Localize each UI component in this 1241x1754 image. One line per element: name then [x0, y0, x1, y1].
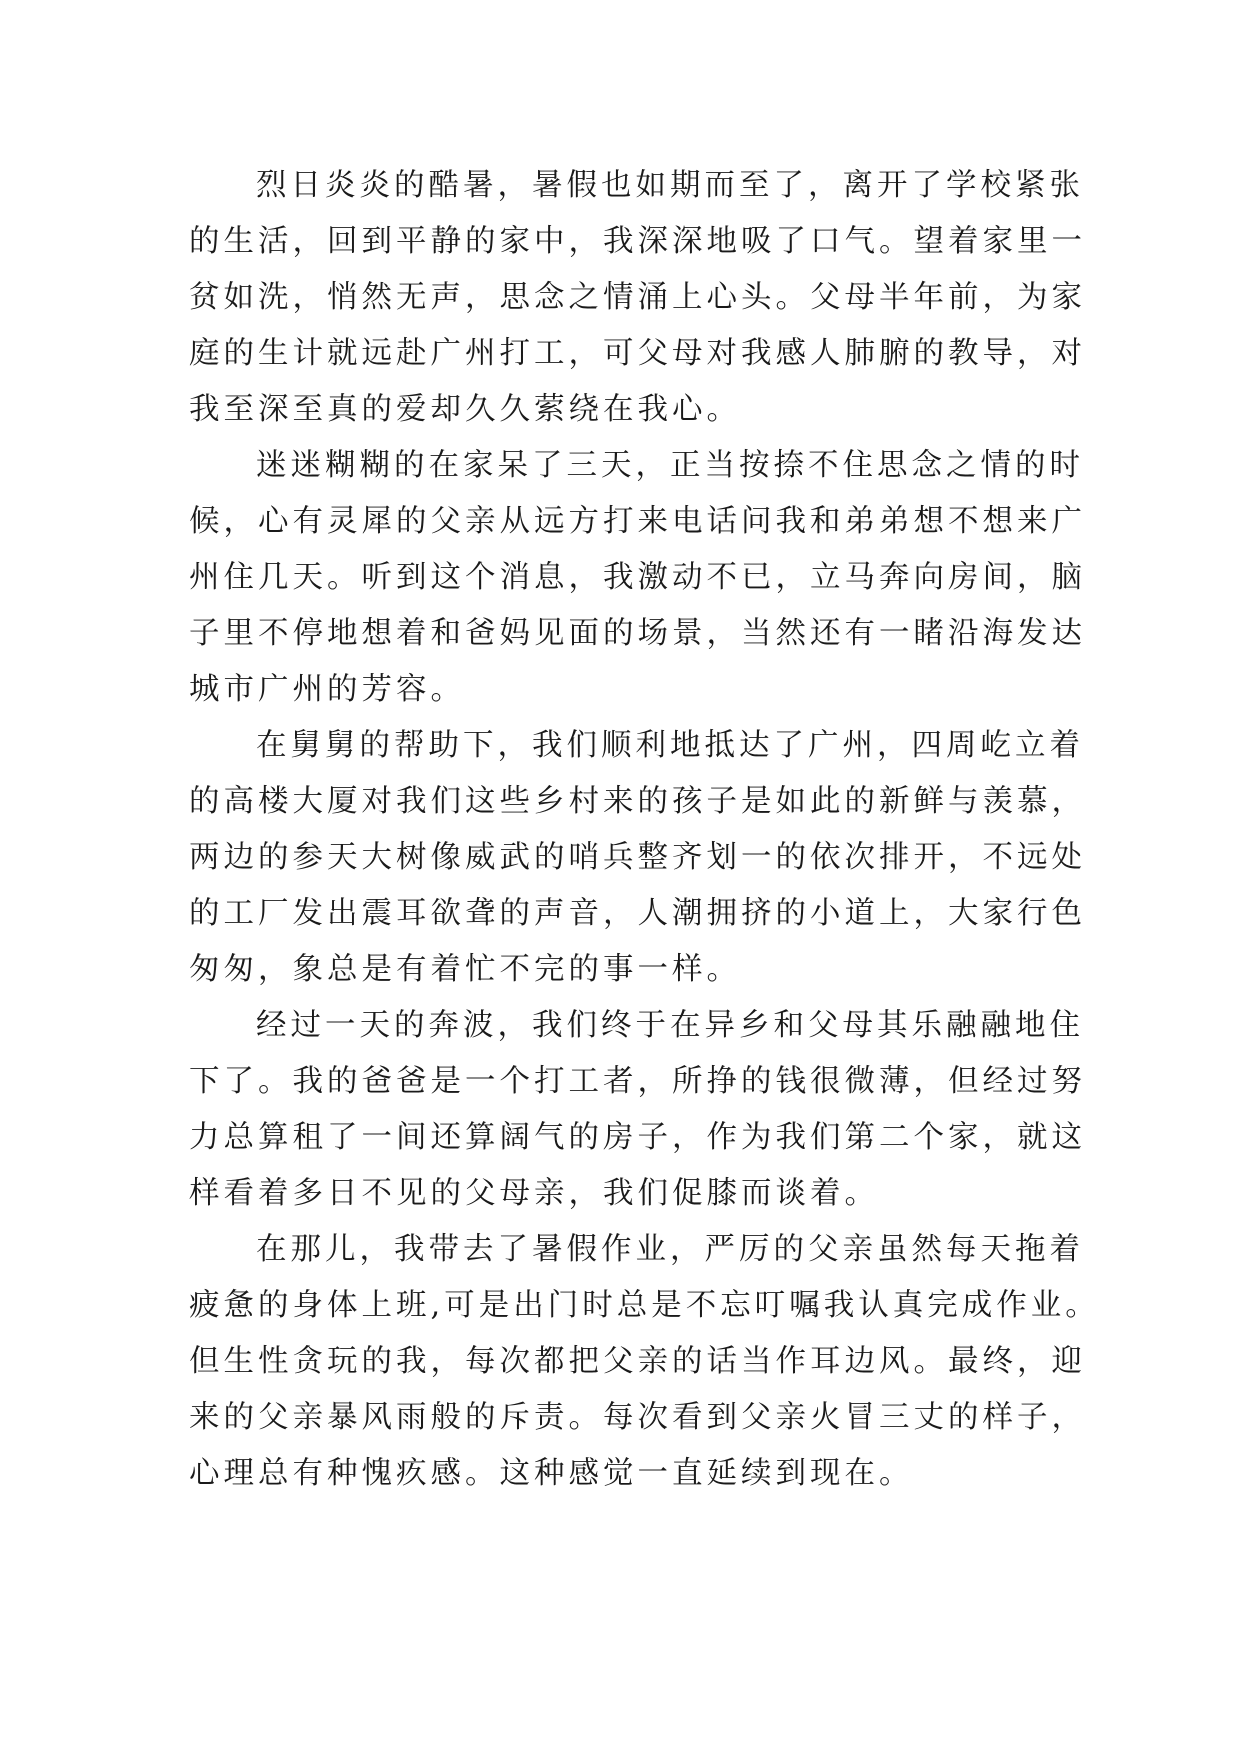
- text-line: 烈日炎炎的酷暑，暑假也如期而至了，离开了学校紧张: [256, 168, 1084, 203]
- text-line: 在那儿，我带去了暑假作业，严厉的父亲虽然每天拖着: [256, 1232, 1084, 1267]
- text-line: 心理总有种愧疚感。这种感觉一直延续到现在。: [189, 1456, 914, 1491]
- paragraph-5: [189, 1222, 1100, 1502]
- text-line: 来的父亲暴风雨般的斥责。每次看到父亲火冒三丈的样子，: [189, 1400, 1086, 1435]
- text-line: 疲惫的身体上班,可是出门时总是不忘叮嘱我认真完成作业。: [189, 1288, 1100, 1323]
- paragraph-4: [189, 998, 1086, 1222]
- text-line: 州住几天。听到这个消息，我激动不已，立马奔向房间，脑: [189, 560, 1086, 595]
- text-line: 样看着多日不见的父母亲，我们促膝而谈着。: [189, 1176, 879, 1211]
- paragraph-1: [189, 158, 1086, 438]
- text-line: 候，心有灵犀的父亲从远方打来电话问我和弟弟想不想来广: [189, 504, 1086, 539]
- text-line: 但生性贪玩的我，每次都把父亲的话当作耳边风。最终，迎: [189, 1344, 1086, 1379]
- text-line: 力总算租了一间还算阔气的房子，作为我们第二个家，就这: [189, 1120, 1086, 1155]
- text-line: 庭的生计就远赴广州打工，可父母对我感人肺腑的教导，对: [189, 336, 1086, 371]
- text-line: 迷迷糊糊的在家呆了三天，正当按捺不住思念之情的时: [256, 448, 1084, 483]
- paragraph-3: [189, 718, 1086, 998]
- paragraph-2: [189, 438, 1086, 718]
- text-line: 的生活，回到平静的家中，我深深地吸了口气。望着家里一: [189, 224, 1086, 259]
- text-line: 子里不停地想着和爸妈见面的场景，当然还有一睹沿海发达: [189, 616, 1086, 651]
- text-line: 的工厂发出震耳欲聋的声音，人潮拥挤的小道上，大家行色: [189, 896, 1086, 931]
- text-line: 匆匆，象总是有着忙不完的事一样。: [189, 952, 741, 987]
- text-line: 在舅舅的帮助下，我们顺利地抵达了广州，四周屹立着: [256, 728, 1084, 763]
- essay-body: [189, 158, 1100, 1502]
- text-line: 下了。我的爸爸是一个打工者，所挣的钱很微薄，但经过努: [189, 1064, 1086, 1099]
- text-line: 的高楼大厦对我们这些乡村来的孩子是如此的新鲜与羡慕，: [189, 784, 1086, 819]
- text-line: 我至深至真的爱却久久萦绕在我心。: [189, 392, 741, 427]
- text-line: 城市广州的芳容。: [189, 672, 465, 707]
- text-line: 经过一天的奔波，我们终于在异乡和父母其乐融融地住: [256, 1008, 1084, 1043]
- text-line: 贫如洗，悄然无声，思念之情涌上心头。父母半年前，为家: [189, 280, 1086, 315]
- text-line: 两边的参天大树像威武的哨兵整齐划一的依次排开，不远处: [189, 840, 1086, 875]
